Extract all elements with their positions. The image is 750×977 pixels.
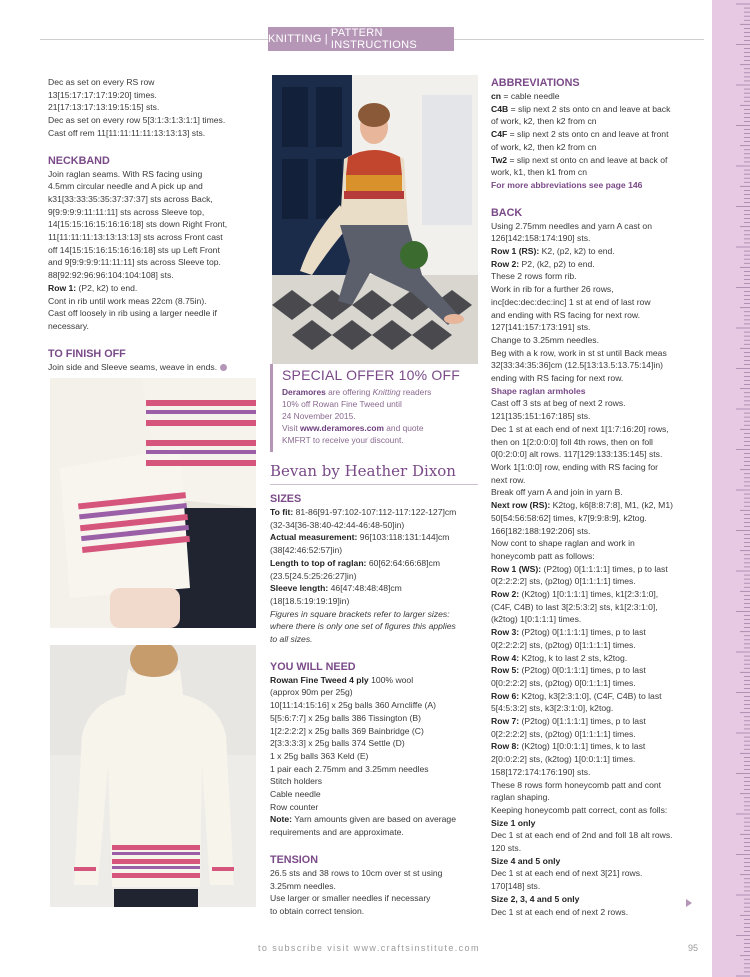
text-line: Dec 1 st at each end of next 3[21] rows.	[491, 868, 643, 879]
special-offer-box	[270, 364, 478, 452]
column-right	[491, 76, 701, 918]
pattern-row: Row 8: (K2tog) 1[0:0:1:1] times, k to last	[491, 741, 646, 752]
text-line: necessary.	[48, 320, 89, 331]
pattern-row-cont: 2[0:0:2:2] sts, (k2tog) 1[0:0:1:1] times.	[491, 754, 636, 765]
size-sleeve: Sleeve length: 46[47:48:48:48]cm	[270, 583, 402, 594]
honeycomb-rows	[491, 563, 701, 779]
back-row1: Row 1 (RS): K2, (p2, k2) to end.	[491, 246, 615, 257]
text-line: and 9[9:9:9:9:11:11:11] sts across Sleeve top.	[48, 257, 221, 268]
pattern-row: Row 2: (K2tog) 1[0:1:1:1] times, k1[2:3:1:0],	[491, 589, 659, 600]
size-fit-in: (32-34[36-38:40-42:44-46:48-50]in)	[270, 519, 405, 530]
header-pattern: PATTERN INSTRUCTIONS	[330, 27, 418, 51]
text-line: 11[11:11:11:13:13:13:13] sts across Front cast	[48, 232, 223, 243]
list-item: 1[2:2:2:2] x 25g balls 369 Bainbridge (C)	[270, 725, 424, 736]
back-view-photo	[50, 645, 256, 907]
pattern-row-cont: (k2tog) 1[0:1:1:1] times.	[491, 614, 582, 625]
back-row2: Row 2: P2, (k2, p2) to end.	[491, 258, 595, 269]
need-note: Note: Yarn amounts given are based on average	[270, 814, 456, 825]
text-line: to all sizes.	[270, 634, 313, 645]
size-actual: Actual measurement: 96[103:118:131:144]cm	[270, 532, 450, 543]
text-line: 9[9:9:9:9:11:11:11] sts across Sleeve top,	[48, 206, 205, 217]
text-line: Change to 3.25mm needles.	[491, 334, 599, 345]
list-item: 5[5:6:7:7] x 25g balls 386 Tissington (B)	[270, 712, 421, 723]
finish-heading: TO FINISH OFF	[48, 347, 126, 360]
need-yarn: Rowan Fine Tweed 4 ply 100% wool	[270, 674, 414, 685]
size2345-text	[491, 906, 701, 919]
neckband-instructions	[48, 168, 258, 282]
text-line: 13[15:17:17:17:19:20] times.	[48, 89, 157, 100]
tension-text	[270, 867, 482, 918]
need-note-2: requirements and are approximate.	[270, 827, 404, 838]
size45-text	[491, 867, 701, 892]
list-item: Stitch holders	[270, 776, 323, 787]
list-item: 10[11:14:15:16] x 25g balls 360 Arncliffe (A)	[270, 700, 436, 711]
next-row-3: 166[182:188:192:206] sts.	[491, 525, 591, 536]
footer-subscribe: to subscribe visit www.craftsinstitute.com	[258, 943, 480, 953]
pattern-row-cont: 0[2:2:2:2] sts, (p2tog) 0[1:1:1:1] times.	[491, 576, 636, 587]
pattern-row-cont: 5[4:5:3:2] sts, k3[2:3:1:0], k2tog.	[491, 703, 614, 714]
page-ruler	[712, 0, 750, 977]
need-heading: YOU WILL NEED	[270, 660, 356, 673]
title-rule	[270, 484, 478, 485]
pattern-row-cont: 0[2:2:2:2] sts, (p2tog) 0[1:1:1:1] times.	[491, 728, 636, 739]
text-line: 0[0:2:0:0] alt rows. 117[129:133:135:145] sts.	[491, 449, 663, 460]
size1-text	[491, 829, 701, 854]
text-line: Work 1[1:0:0] row, ending with RS facing for	[491, 461, 659, 472]
text-line: 4.5mm circular needle and A pick up and	[48, 181, 203, 192]
text-line: 120 sts.	[491, 843, 522, 854]
text-line: and ending with RS facing for next row.	[491, 309, 641, 320]
honeycomb-intro: Now cont to shape raglan and work in	[491, 538, 635, 549]
pattern-row: Row 3: (P2tog) 0[1:1:1:1] times, p to last	[491, 627, 646, 638]
end-dot-icon	[220, 364, 227, 371]
text-line: off 14[15:15:16:15:16:16:18] sts up Left Front	[48, 244, 220, 255]
neckband-row1: Row 1: (P2, k2) to end.	[48, 282, 138, 293]
design-title: Bevan by Heather Dixon	[270, 462, 456, 480]
text-line: Dec as set on every row 5[3:1:3:1:3:1:1] times.	[48, 115, 226, 126]
text-line: 121[135:151:167:185] sts.	[491, 411, 591, 422]
size-actual-in: (38[42:46:52:57]in)	[270, 545, 343, 556]
next-row-2: 50[54:56:58:62] times, k7[9:9:8:9], k2tog.	[491, 512, 647, 523]
back-heading: BACK	[491, 206, 523, 219]
text-line: Dec 1 st at each end of 2nd and foll 18 alt rows.	[491, 830, 673, 841]
main-photo	[272, 75, 478, 364]
text-line: Use larger or smaller needles if necessary	[270, 893, 431, 904]
section-header	[268, 27, 454, 51]
text-line: ending with RS facing for next row.	[491, 373, 624, 384]
size45-heading: Size 4 and 5 only	[491, 855, 561, 866]
text-line: where there is only one set of figures this applies	[270, 621, 456, 632]
abbr-cn: cn = cable needle	[491, 91, 560, 101]
pattern-row: Row 5: (P2tog) 0[0:1:1:1] times, p to last	[491, 665, 646, 676]
text-line: 127[141:157:173:191] sts.	[491, 322, 591, 333]
list-item: 1 x 25g balls 363 Keld (E)	[270, 750, 369, 761]
text-line: Figures in square brackets refer to larger sizes:	[270, 608, 450, 619]
sizes-heading: SIZES	[270, 493, 302, 505]
text-line: Work in rib for a further 26 rows,	[491, 284, 614, 295]
column-left	[48, 76, 258, 373]
text-line: Cast off loosely in rib using a larger needle if	[48, 308, 217, 319]
tension-heading: TENSION	[270, 853, 318, 866]
abbr-heading: ABBREVIATIONS	[491, 77, 580, 89]
text-line: Cont in rib until work meas 22cm (8.75in).	[48, 295, 207, 306]
abbr-c4f-2: of work, k2, then k2 from cn	[491, 141, 597, 152]
neckband-heading: NECKBAND	[48, 154, 110, 167]
list-item: Row counter	[270, 801, 319, 812]
abbr-tw2: Tw2 = slip next st onto cn and leave at back of	[491, 154, 668, 165]
text-line: Cast off 3 sts at beg of next 2 rows.	[491, 398, 626, 409]
more-abbr-link[interactable]: For more abbreviations see page 146	[491, 179, 643, 190]
text-line: Dec 1 st at each end of next 1[1:7:16:20] rows,	[491, 423, 669, 434]
offer-bar	[270, 364, 273, 452]
header-knitting: KNITTING	[268, 33, 322, 45]
need-list	[270, 686, 482, 813]
text-line: Dec as set on every RS row	[48, 77, 155, 87]
pattern-row-cont: (C4F, C4B) to last 3[2:5:3:2] sts, k1[2:3:1:0],	[491, 601, 658, 612]
text-line: 3.25mm needles.	[270, 880, 336, 891]
pattern-row: Row 6: K2tog, k3[2:3:1:0], (C4F, C4B) to last	[491, 690, 662, 701]
list-item: 1 pair each 2.75mm and 3.25mm needles	[270, 763, 429, 774]
text-line: 14[15:15:16:15:16:16:18] sts down Right Front,	[48, 219, 228, 230]
header-divider: |	[324, 33, 328, 45]
text-line: Keeping honeycomb patt correct, cont as folls:	[491, 804, 668, 815]
neckband-end	[48, 295, 258, 333]
list-item: 2[3:3:3:3] x 25g balls 374 Settle (D)	[270, 738, 405, 749]
text-line: then on 1[2:0:0:0] foll 4th rows, then on foll	[491, 436, 653, 447]
abbr-c4b-2: of work, k2, then k2 from cn	[491, 116, 597, 127]
text-line: Dec 1 st at each end of next 2 rows.	[491, 906, 629, 917]
text-line: 32[33:34:35:36]cm (12.5[13:13.5:13.75:14]in)	[491, 360, 664, 371]
pattern-row: Row 7: (P2tog) 0[1:1:1:1] times, p to last	[491, 716, 646, 727]
text-line: to obtain correct tension.	[270, 905, 365, 916]
honeycomb-end	[491, 779, 701, 817]
pattern-row: Row 1 (WS): (P2tog) 0[1:1:1:1] times, p to last	[491, 563, 668, 574]
next-row: Next row (RS): K2tog, k6[8:8:7:8], M1, (k2, M1)	[491, 500, 673, 511]
back-line2: 126[142:158:174:190] sts.	[491, 233, 591, 244]
text-line: 21[17:13:17:13:19:15:15] sts.	[48, 102, 160, 113]
size-length-in: (23.5[24.5:25:26:27]in)	[270, 570, 357, 581]
size-length: Length to top of raglan: 60[62:64:66:68]cm	[270, 557, 441, 568]
text-line: Beg with a k row, work in st st until Back meas	[491, 347, 667, 358]
offer-url-link[interactable]: www.deramores.com	[300, 423, 384, 433]
sleeve-photo	[50, 378, 256, 628]
abbr-c4f: C4F = slip next 2 sts onto cn and leave at front	[491, 129, 669, 140]
column-middle	[270, 492, 482, 918]
decrease-instructions	[48, 76, 258, 140]
header-rule-right	[454, 39, 704, 40]
header-rule-left	[40, 39, 268, 40]
offer-title: SPECIAL OFFER 10% OFF	[282, 367, 460, 383]
abbr-tw2-2: work, k1, then k1 from cn	[491, 167, 587, 178]
size-sleeve-in: (18[18.5:19:19:19]in)	[270, 595, 350, 606]
honeycomb-intro-2: honeycomb patt as follows:	[491, 550, 595, 561]
text-line: 26.5 sts and 38 rows to 10cm over st st using	[270, 867, 443, 878]
list-item: Cable needle	[270, 789, 321, 800]
shape-raglan-instructions	[491, 397, 701, 499]
offer-text: Deramores are offering Knitting readers 10% off Rowan Fine Tweed until 24 November 2015. Visit www.deramores.com and quote KMFRT to receive your discount.	[282, 387, 432, 445]
text-line: k31[33:33:35:35:37:37:37] sts across Back,	[48, 193, 213, 204]
text-line: Join raglan seams. With RS facing using	[48, 168, 203, 179]
size-fit: To fit: 81-86[91-97:102-107:112-117:122-127]cm	[270, 507, 457, 517]
pattern-row-cont: 158[172:174:176:190] sts.	[491, 766, 591, 777]
size1-heading: Size 1 only	[491, 817, 536, 828]
pattern-row-cont: 0[0:2:2:2] sts, (p2tog) 0[0:1:1:1] times.	[491, 677, 636, 688]
text-line: These 8 rows form honeycomb patt and cont	[491, 779, 662, 790]
ruler-ticks	[712, 0, 750, 977]
text-line: Break off yarn A and join in yarn B.	[491, 487, 623, 498]
text-line: 88[92:92:96:96:104:104:108] sts.	[48, 270, 174, 281]
abbr-c4b: C4B = slip next 2 sts onto cn and leave at back	[491, 103, 671, 114]
size2345-heading: Size 2, 3, 4 and 5 only	[491, 893, 580, 904]
pattern-row-cont: 0[2:2:2:2] sts, (p2tog) 0[1:1:1:1] times.	[491, 639, 636, 650]
text-line: Cast off rem 11[11:11:11:11:13:13:13] sts.	[48, 127, 206, 138]
finish-text: Join side and Sleeve seams, weave in ends.	[48, 361, 258, 374]
sizes-note	[270, 608, 482, 646]
back-rib-instructions	[491, 270, 701, 384]
text-line: These 2 rows form rib.	[491, 271, 577, 282]
pattern-row: Row 4: K2tog, k to last 2 sts, k2tog.	[491, 652, 628, 663]
list-item: (approx 90m per 25g)	[270, 687, 353, 698]
continue-arrow-icon	[686, 899, 692, 907]
text-line: 170[148] sts.	[491, 881, 541, 892]
shape-raglan-heading: Shape raglan armholes	[491, 385, 586, 396]
text-line: next row.	[491, 474, 526, 485]
text-line: raglan shaping.	[491, 792, 550, 803]
page-number: 95	[688, 943, 699, 953]
text-line: inc[dec:dec:dec:inc] 1 st at end of last row	[491, 296, 651, 307]
back-line1: Using 2.75mm needles and yarn A cast on	[491, 220, 652, 231]
